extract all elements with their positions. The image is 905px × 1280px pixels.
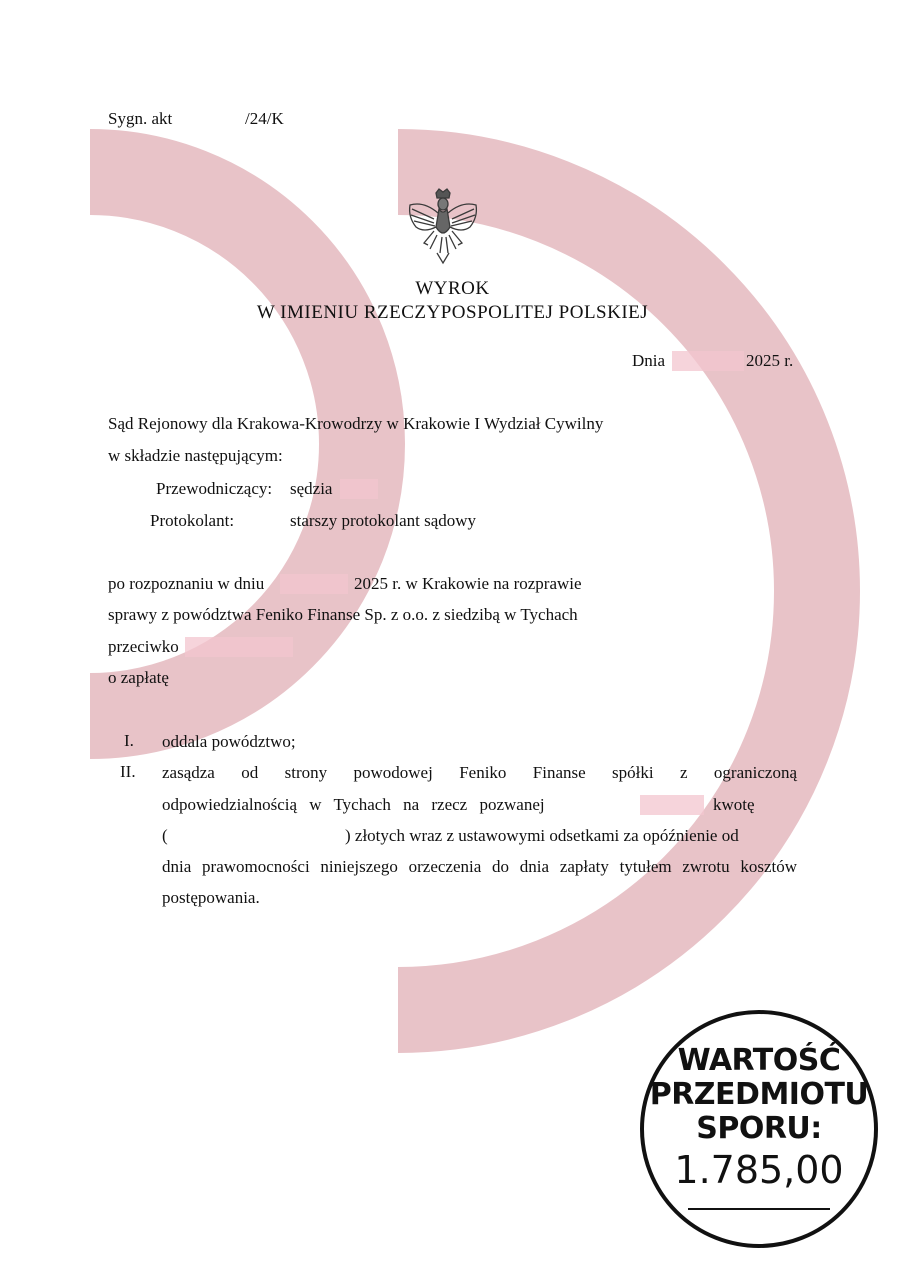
stamp-underline [688,1208,830,1210]
hearing-date-suffix: 2025 r. w Krakowie na rozprawie [354,574,582,593]
redacted-defendant-name [185,637,293,657]
redacted-date [672,351,744,371]
verdict-item-number: II. [120,762,136,781]
verdict-item-text [162,851,797,882]
composition-label: w składzie następującym: [108,446,283,465]
claim-subject: o zapłatę [108,668,169,687]
stamp-line: SPORU: [696,1111,822,1146]
stamp-value: 1.785,00 [674,1148,844,1192]
case-signature-label: Sygn. akt [108,109,173,128]
court-name: Sąd Rejonowy dla Krakowa-Krowodrzy w Krakowie I Wydział Cywilny [108,414,604,433]
case-signature-suffix: /24/K [245,109,284,128]
date-prefix: Dnia [632,351,666,370]
redacted-judge-name [340,479,378,499]
verdict-line: kwotę [713,795,755,814]
clerk-label: Protokolant: [150,511,235,530]
hearing-date-prefix: po rozpoznaniu w dniu [108,574,265,593]
redacted-hearing-date [280,574,348,594]
verdict-line: odpowiedzialnością w Tychach na rzecz pozwanej [162,795,545,814]
dispute-value-stamp [640,1010,878,1248]
chair-value: sędzia [290,479,333,498]
verdict-item-text: oddala powództwo; [162,732,296,751]
date-year: 2025 r. [746,351,794,370]
verdict-line: dnia prawomocności niniejszego orzeczenia do dnia zapłaty tytułem zwrotu kosztów [162,857,797,876]
plaintiff-line: sprawy z powództwa Feniko Finanse Sp. z o.o. z siedzibą w Tychach [108,605,578,624]
stamp-line: WARTOŚĆ [677,1043,841,1078]
verdict-item-number: I. [124,731,134,750]
redacted-defendant-name [640,795,704,815]
eagle-emblem-icon [404,187,482,269]
against-label: przeciwko [108,637,179,656]
verdict-line: zasądza od strony powodowej Feniko Finanse spółki z ograniczoną [162,763,797,782]
stamp-line: PRZEDMIOTU [649,1077,869,1112]
verdict-item-text [162,757,797,788]
verdict-line: ) złotych wraz z ustawowymi odsetkami za opóźnienie od [345,826,739,845]
clerk-value: starszy protokolant sądowy [290,511,477,530]
chair-label: Przewodniczący: [156,479,273,498]
verdict-line: postępowania. [162,888,260,907]
document-subtitle: W IMIENIU RZECZYPOSPOLITEJ POLSKIEJ [256,302,649,323]
document-title: WYROK [415,278,490,299]
verdict-line: ( [162,826,168,845]
